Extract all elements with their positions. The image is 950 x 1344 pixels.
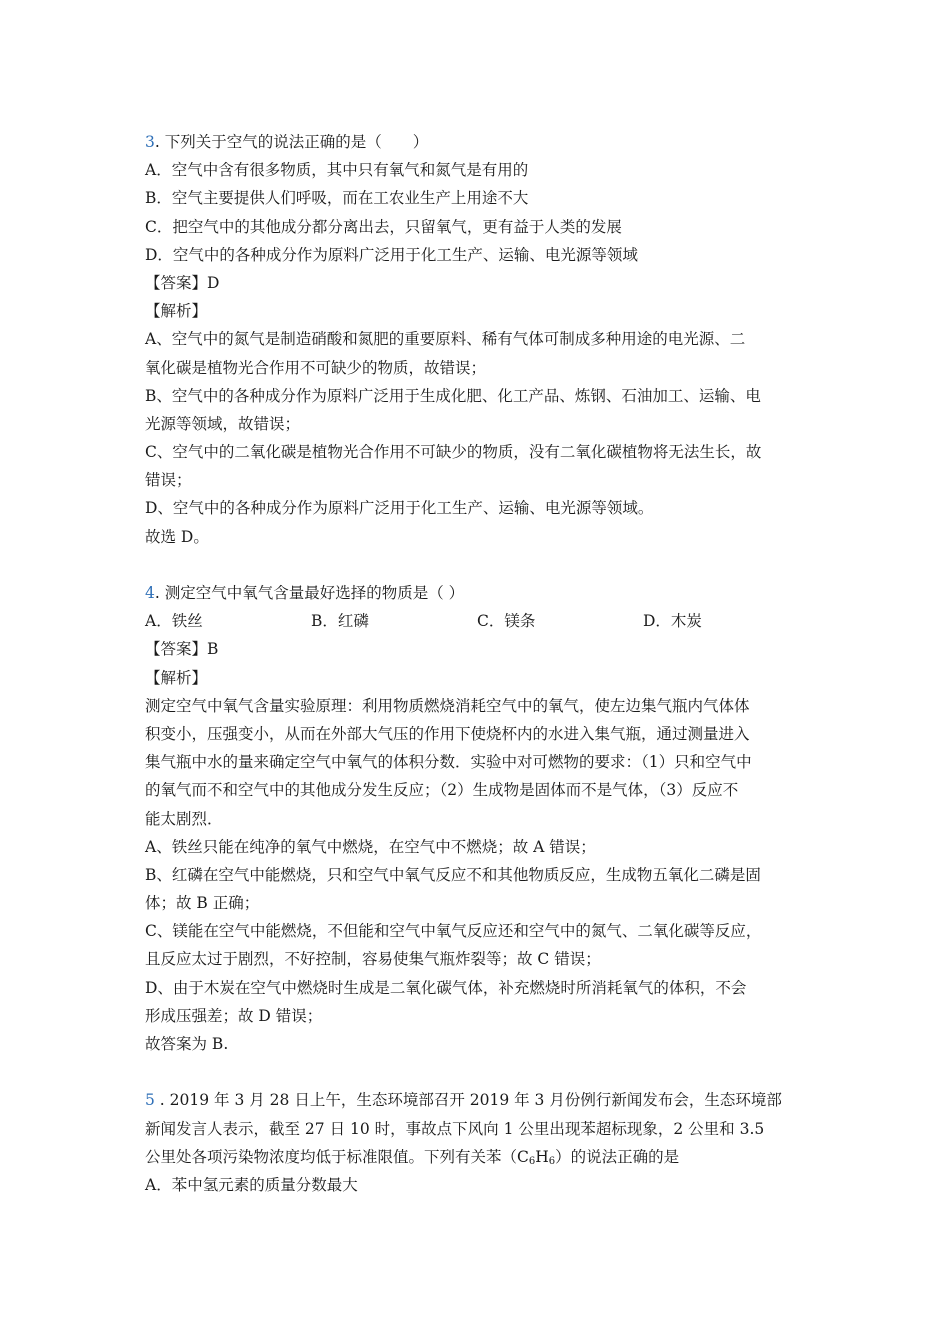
analysis-label: 【解析】 [145,668,208,687]
question-number: 3 [145,133,155,151]
analysis-line: D、由于木炭在空气中燃烧时生成是二氧化碳气体，补充燃烧时所消耗氧气的体积，不会 [145,978,747,997]
answer-line: 【答案】D [145,273,220,292]
question-text: . 下列关于空气的说法正确的是（ ） [154,133,429,151]
option-a: A．铁丝 [145,612,203,631]
analysis-line: 能太剧烈． [145,809,223,828]
question-text-line [145,1143,815,1171]
option-b: B．空气主要提供人们呼吸，而在工农业生产上用途不大 [145,189,529,208]
option-c: C．把空气中的其他成分都分离出去，只留氧气，更有益于人类的发展 [145,217,622,236]
analysis-line: 且反应太过于剧烈，不好控制，容易使集气瓶炸裂等；故 C 错误； [145,950,601,969]
analysis-line: 测定空气中氧气含量实验原理：利用物质燃烧消耗空气中的氧气，使左边集气瓶内气体体 [145,696,750,715]
question-text-line: 新闻发言人表示，截至 27 日 10 时，事故点下风向 1 公里出现苯超标现象，2 公里和 3.5 [145,1119,765,1138]
question-text: . 2019 年 3 月 28 日上午，生态环境部召开 2019 年 3 月份例行新闻发布会，生态环境部 [154,1091,782,1110]
analysis-line: 积变小，压强变小，从而在外部大气压的作用下使烧杯内的水进入集气瓶，通过测量进入 [145,724,750,743]
analysis-line: A、空气中的氮气是制造硝酸和氮肥的重要原料、稀有气体可制成多种用途的电光源、二 [145,330,746,349]
spacer [145,551,815,579]
option-c: C．镁条 [477,612,536,631]
analysis-line: 光源等领域，故错误； [145,414,301,433]
question-3-stem [145,128,815,156]
analysis-label: 【解析】 [145,302,208,321]
question-text: 公里处各项污染物浓度均低于标准限值。下列有关苯（C [145,1147,529,1166]
analysis-line: A、铁丝只能在纯净的氧气中燃烧，在空气中不燃烧；故 A 错误； [145,837,596,856]
question-text: . 测定空气中氧气含量最好选择的物质是（ ） [154,584,465,602]
analysis-line: D、空气中的各种成分作为原料广泛用于化工生产、运输、电光源等领域。 [145,499,654,518]
analysis-line: C、镁能在空气中能燃烧，不但能和空气中氧气反应还和空气中的氮气、二氧化碳等反应， [145,922,762,941]
question-4-stem [145,579,815,607]
question-number: 4 [145,584,155,602]
analysis-line: 形成压强差；故 D 错误； [145,1006,323,1025]
document-page [145,128,815,1199]
analysis-line: B、空气中的各种成分作为原料广泛用于生成化肥、化工产品、炼钢、石油加工、运输、电 [145,386,761,405]
formula-element: H [535,1147,549,1166]
spacer [145,1058,815,1086]
analysis-line: B、红磷在空气中能燃烧，只和空气中氧气反应不和其他物质反应，生成物五氧化二磷是固 [145,865,761,884]
option-d: D．木炭 [643,612,702,631]
analysis-line: 集气瓶中水的量来确定空气中氧气的体积分数．实验中对可燃物的要求：（1）只和空气中 [145,753,752,772]
answer-line: 【答案】B [145,640,219,659]
option-a: A．空气中含有很多物质，其中只有氧气和氮气是有用的 [145,161,529,180]
option-b: B．红磷 [311,612,369,631]
analysis-line: C、空气中的二氧化碳是植物光合作用不可缺少的物质，没有二氧化碳植物将无法生长，故 [145,443,762,462]
analysis-line: 错误； [145,471,192,490]
analysis-line: 氧化碳是植物光合作用不可缺少的物质，故错误； [145,358,487,377]
option-d: D．空气中的各种成分作为原料广泛用于化工生产、运输、电光源等领域 [145,245,638,264]
subscript: 6 [548,1155,556,1167]
analysis-line: 故答案为 B. [145,1035,229,1053]
analysis-line: 的氧气而不和空气中的其他成分发生反应；（2）生成物是固体而不是气体，（3）反应不 [145,781,739,800]
options-row [145,607,815,635]
option-a: A．苯中氢元素的质量分数最大 [145,1175,358,1194]
subscript: 6 [528,1155,536,1167]
analysis-line: 体；故 B 正确； [145,894,260,913]
analysis-line: 故选 D。 [145,527,209,546]
question-5-stem [145,1086,815,1114]
question-number: 5 [145,1091,155,1110]
question-text: ）的说法正确的是 [555,1147,680,1166]
